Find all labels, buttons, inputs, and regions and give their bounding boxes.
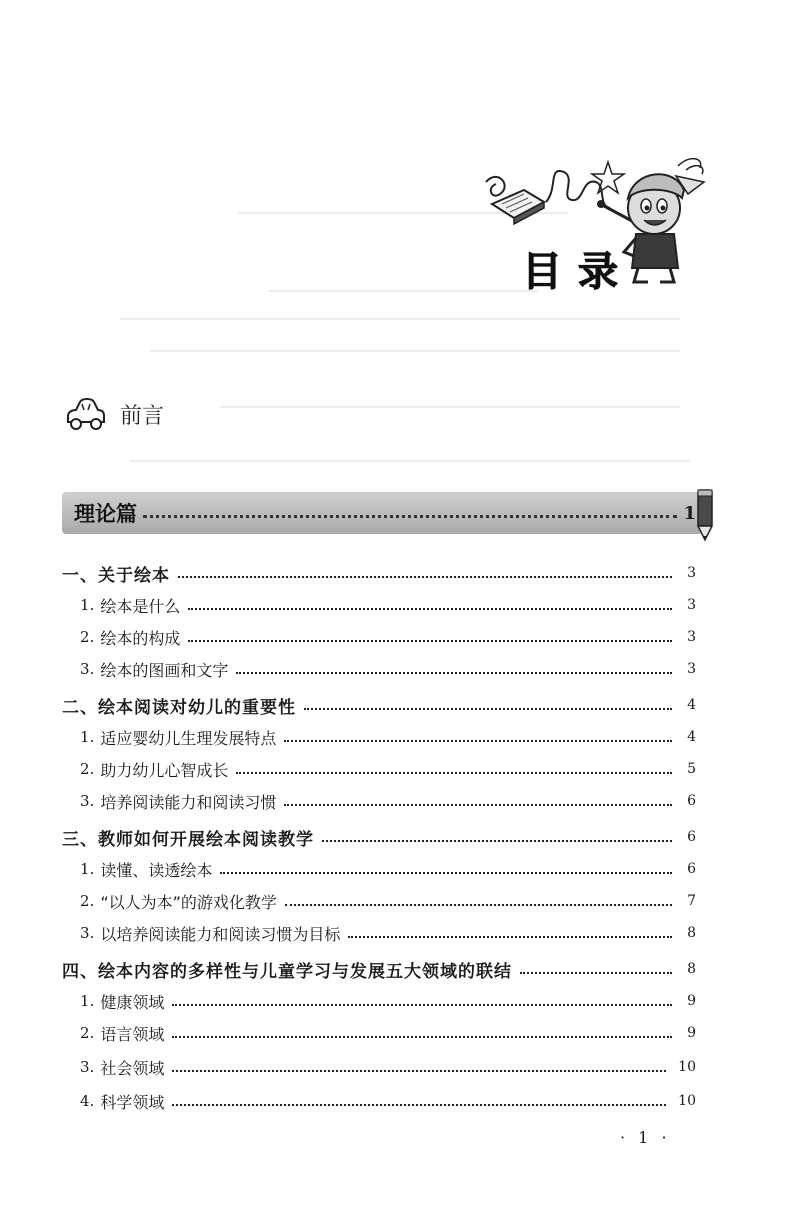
item-page: 6 <box>687 861 696 877</box>
item-number: 2. <box>80 892 95 910</box>
item-page: 6 <box>687 793 696 809</box>
chapter-page: 4 <box>687 697 696 713</box>
item-number: 1. <box>80 596 95 614</box>
dot-leader <box>172 1062 666 1072</box>
item-page: 9 <box>687 993 696 1009</box>
page-title: 目录 <box>522 249 634 295</box>
item-page: 3 <box>687 629 696 645</box>
item-number: 2. <box>80 628 95 646</box>
chapter-title: 一、关于绘本 <box>62 565 170 586</box>
dot-leader <box>178 568 672 578</box>
item-page: 3 <box>687 597 696 613</box>
chapter-title: 三、教师如何开展绘本阅读教学 <box>62 829 314 850</box>
bleed-through-line <box>268 290 538 292</box>
item-title: 健康领域 <box>100 992 165 1012</box>
item-title: 科学领域 <box>100 1092 165 1112</box>
section-title: 理论篇 <box>74 502 137 526</box>
dot-leader <box>304 700 672 710</box>
chapter-page: 3 <box>687 565 696 581</box>
item-number: 3. <box>80 924 95 942</box>
car-icon <box>64 396 108 432</box>
item-title: 社会领域 <box>100 1058 165 1078</box>
item-title: 读懂、读透绘本 <box>100 860 213 880</box>
item-title: 适应婴幼儿生理发展特点 <box>100 728 277 748</box>
item-page: 3 <box>687 661 696 677</box>
item-title: 培养阅读能力和阅读习惯 <box>100 792 277 812</box>
toc-item[interactable] <box>0 654 790 684</box>
item-page: 5 <box>687 761 696 777</box>
chapter-title: 二、绘本阅读对幼儿的重要性 <box>62 697 296 718</box>
item-page: 7 <box>687 893 696 909</box>
preface-entry[interactable] <box>64 396 164 432</box>
toc-chapter-1[interactable] <box>0 558 790 588</box>
bleed-through-line <box>130 460 690 462</box>
item-title: 以培养阅读能力和阅读习惯为目标 <box>100 924 341 944</box>
dot-leader <box>188 632 672 642</box>
item-title: 语言领域 <box>100 1024 165 1044</box>
page-number: · 1 · <box>620 1128 671 1147</box>
item-title: “以人为本”的游戏化教学 <box>100 892 277 912</box>
dot-leader <box>172 1096 666 1106</box>
pencil-icon <box>690 486 720 542</box>
item-page: 9 <box>687 1025 696 1041</box>
item-title: 绘本的构成 <box>100 628 181 648</box>
item-title: 助力幼儿心智成长 <box>100 760 229 780</box>
toc-item[interactable] <box>0 622 790 652</box>
toc-item[interactable] <box>0 986 790 1016</box>
toc-item[interactable] <box>0 854 790 884</box>
item-number: 1. <box>80 728 95 746</box>
section-page: 1 <box>683 502 696 524</box>
chapter-page: 8 <box>687 961 696 977</box>
item-number: 3. <box>80 660 95 678</box>
toc-chapter-2[interactable] <box>0 690 790 720</box>
dot-leader <box>285 896 672 906</box>
bleed-through-line <box>150 350 680 352</box>
item-title: 绘本的图画和文字 <box>100 660 229 680</box>
bleed-through-line <box>220 406 680 408</box>
item-page: 4 <box>687 729 696 745</box>
toc-chapter-3[interactable] <box>0 822 790 852</box>
item-number: 4. <box>80 1092 95 1110</box>
section-banner[interactable] <box>62 492 702 534</box>
dot-leader <box>143 509 677 518</box>
dot-leader <box>236 664 672 674</box>
dot-leader <box>220 864 672 874</box>
toc-item[interactable] <box>0 1052 790 1082</box>
item-number: 2. <box>80 760 95 778</box>
dot-leader <box>188 600 672 610</box>
dot-leader <box>348 928 672 938</box>
dot-leader <box>520 964 672 974</box>
chapter-page: 6 <box>687 829 696 845</box>
toc-item[interactable] <box>0 1086 790 1116</box>
toc-item[interactable] <box>0 754 790 784</box>
dot-leader <box>322 832 672 842</box>
star-icon <box>592 162 624 193</box>
toc-item[interactable] <box>0 590 790 620</box>
item-page: 10 <box>678 1059 696 1075</box>
item-page: 10 <box>678 1093 696 1109</box>
item-page: 8 <box>687 925 696 941</box>
toc-item[interactable] <box>0 786 790 816</box>
dot-leader <box>172 1028 672 1038</box>
toc-chapter-4[interactable] <box>0 954 790 984</box>
toc-item[interactable] <box>0 918 790 948</box>
dot-leader <box>284 732 672 742</box>
item-number: 2. <box>80 1024 95 1042</box>
dot-leader <box>236 764 672 774</box>
dot-leader <box>172 996 672 1006</box>
item-number: 1. <box>80 860 95 878</box>
chapter-title: 四、绘本内容的多样性与儿童学习与发展五大领域的联结 <box>62 961 512 982</box>
dot-leader <box>284 796 672 806</box>
item-number: 1. <box>80 992 95 1010</box>
item-number: 3. <box>80 792 95 810</box>
item-number: 3. <box>80 1058 95 1076</box>
preface-label: 前言 <box>120 403 165 429</box>
bleed-through-line <box>120 318 680 320</box>
toc-item[interactable] <box>0 1018 790 1048</box>
toc-item[interactable] <box>0 722 790 752</box>
item-title: 绘本是什么 <box>100 596 181 616</box>
toc-item[interactable] <box>0 886 790 916</box>
